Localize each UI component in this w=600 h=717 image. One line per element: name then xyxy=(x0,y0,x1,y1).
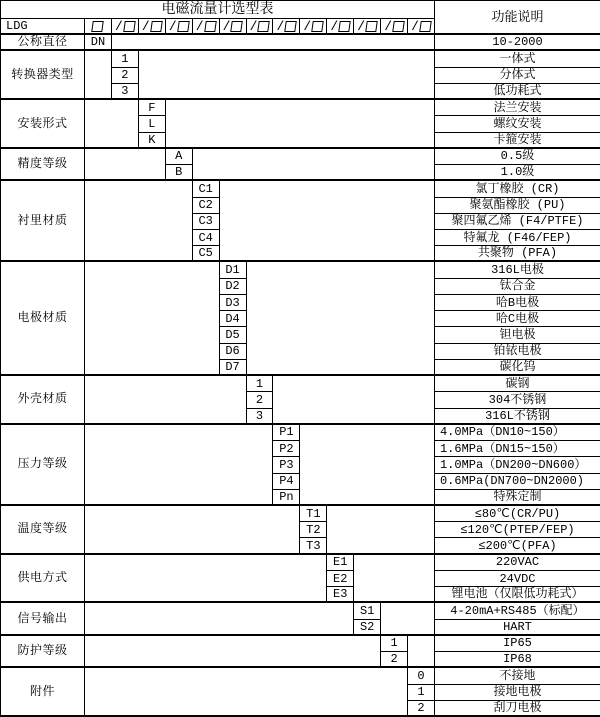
option-code-cell: D7 xyxy=(220,360,247,376)
option-description-cell: 特殊定制 xyxy=(435,490,600,506)
option-code-cell: D6 xyxy=(220,344,247,360)
option-code-cell: D5 xyxy=(220,327,247,343)
model-code-slot xyxy=(381,19,408,35)
option-code-cell: C1 xyxy=(193,181,220,197)
option-description-cell: 特氟龙 (F46/FEP) xyxy=(435,230,600,246)
empty-right-cell xyxy=(220,181,435,262)
empty-right-cell xyxy=(112,35,435,51)
slash-mark: / xyxy=(114,19,123,34)
checkbox-icon xyxy=(419,21,432,32)
option-code-cell: P1 xyxy=(273,425,300,441)
empty-left-cell xyxy=(85,555,327,604)
option-code-cell: T2 xyxy=(300,522,327,538)
checkbox-icon xyxy=(392,21,405,32)
option-code-cell: P3 xyxy=(273,457,300,473)
option-description-cell: 316L不锈钢 xyxy=(435,409,600,425)
empty-right-cell xyxy=(300,425,435,506)
option-code-cell: P4 xyxy=(273,474,300,490)
model-code-slot xyxy=(300,19,327,35)
model-prefix: LDG xyxy=(1,19,85,35)
option-description-cell: 共聚物 (PFA) xyxy=(435,246,600,262)
empty-right-cell xyxy=(327,506,435,555)
checkbox-icon xyxy=(92,21,105,32)
option-code-cell: D3 xyxy=(220,295,247,311)
checkbox-icon xyxy=(311,21,324,32)
option-code-cell: 2 xyxy=(247,392,274,408)
slash-mark: / xyxy=(195,19,204,34)
option-description-cell: 氯丁橡胶 (CR) xyxy=(435,181,600,197)
option-description-cell: 钛合金 xyxy=(435,279,600,295)
model-code-slot xyxy=(193,19,220,35)
option-code-cell: C4 xyxy=(193,230,220,246)
empty-left-cell xyxy=(85,668,408,717)
checkbox-icon xyxy=(150,21,163,32)
empty-left-cell xyxy=(85,51,112,100)
option-description-cell: 304不锈钢 xyxy=(435,392,600,408)
option-code-cell: DN xyxy=(85,35,112,51)
option-description-cell: 聚四氟乙烯 (F4/PTFE) xyxy=(435,214,600,230)
slash-mark: / xyxy=(303,19,312,34)
option-description-cell: 一体式 xyxy=(435,51,600,67)
option-code-cell: 1 xyxy=(112,51,139,67)
checkbox-icon xyxy=(177,21,190,32)
model-code-slot xyxy=(327,19,354,35)
section-name-4: 衬里材质 xyxy=(1,181,85,262)
option-description-cell: 钽电极 xyxy=(435,327,600,343)
option-code-cell: 1 xyxy=(381,636,408,652)
option-description-cell: 1.0MPa（DN200~DN600） xyxy=(435,457,600,473)
option-description-cell: 接地电极 xyxy=(435,685,600,701)
slash-mark: / xyxy=(384,19,392,34)
option-description-cell: ≤200℃(PFA) xyxy=(435,538,600,554)
option-description-cell: 铂铱电极 xyxy=(435,344,600,360)
empty-left-cell xyxy=(85,506,300,555)
model-code-slot xyxy=(85,19,112,35)
slash-mark: / xyxy=(411,19,419,34)
section-name-2: 安装形式 xyxy=(1,100,85,149)
empty-left-cell xyxy=(85,262,220,376)
slash-mark: / xyxy=(141,19,150,34)
option-description-cell: ≤120℃(PTEP/FEP) xyxy=(435,522,600,538)
empty-left-cell xyxy=(85,376,247,425)
option-code-cell: C2 xyxy=(193,198,220,214)
empty-left-cell xyxy=(85,425,273,506)
empty-right-cell xyxy=(381,603,435,635)
option-code-cell: Pn xyxy=(273,490,300,506)
empty-left-cell xyxy=(85,149,166,181)
empty-right-cell xyxy=(354,555,435,604)
option-description-cell: 316L电极 xyxy=(435,262,600,278)
option-description-cell: 碳钢 xyxy=(435,376,600,392)
option-description-cell: 24VDC xyxy=(435,571,600,587)
option-code-cell: T1 xyxy=(300,506,327,522)
option-code-cell: B xyxy=(166,165,193,181)
empty-right-cell xyxy=(166,100,435,149)
model-code-slot xyxy=(408,19,435,35)
option-code-cell: F xyxy=(139,100,166,116)
option-code-cell: 2 xyxy=(112,68,139,84)
model-code-slot xyxy=(247,19,274,35)
option-description-cell: 不接地 xyxy=(435,668,600,684)
slash-mark: / xyxy=(249,19,258,34)
section-name-1: 转换器类型 xyxy=(1,51,85,100)
option-description-cell: IP65 xyxy=(435,636,600,652)
section-name-12: 附件 xyxy=(1,668,85,717)
function-description-header: 功能说明 xyxy=(435,1,600,35)
empty-right-cell xyxy=(273,376,435,425)
model-code-slot xyxy=(139,19,166,35)
empty-right-cell xyxy=(247,262,435,376)
section-name-10: 信号输出 xyxy=(1,603,85,635)
empty-left-cell xyxy=(85,603,354,635)
option-code-cell: 0 xyxy=(408,668,435,684)
option-description-cell: IP68 xyxy=(435,652,600,668)
option-description-cell: ≤80℃(CR/PU) xyxy=(435,506,600,522)
option-code-cell: D2 xyxy=(220,279,247,295)
slash-mark: / xyxy=(276,19,285,34)
empty-right-cell xyxy=(193,149,435,181)
section-name-9: 供电方式 xyxy=(1,555,85,604)
section-name-11: 防护等级 xyxy=(1,636,85,668)
model-code-slot xyxy=(112,19,139,35)
option-description-cell: 220VAC xyxy=(435,555,600,571)
slash-mark: / xyxy=(168,19,177,34)
checkbox-icon xyxy=(285,21,298,32)
slash-mark: / xyxy=(330,19,339,34)
checkbox-icon xyxy=(365,21,378,32)
option-code-cell: 1 xyxy=(408,685,435,701)
option-description-cell: 哈B电极 xyxy=(435,295,600,311)
option-code-cell: 3 xyxy=(247,409,274,425)
model-code-slot xyxy=(166,19,193,35)
model-code-slot xyxy=(354,19,381,35)
option-description-cell: 螺纹安装 xyxy=(435,116,600,132)
option-description-cell: 碳化钨 xyxy=(435,360,600,376)
option-code-cell: S1 xyxy=(354,603,381,619)
option-code-cell: 1 xyxy=(247,376,274,392)
option-description-cell: 0.5级 xyxy=(435,149,600,165)
option-description-cell: 分体式 xyxy=(435,68,600,84)
option-code-cell: 2 xyxy=(408,701,435,717)
option-description-cell: HART xyxy=(435,620,600,636)
option-code-cell: L xyxy=(139,116,166,132)
checkbox-icon xyxy=(258,21,271,32)
checkbox-icon xyxy=(123,21,136,32)
checkbox-icon xyxy=(204,21,217,32)
option-description-cell: 法兰安装 xyxy=(435,100,600,116)
option-description-cell: 聚氨酯橡胶 (PU) xyxy=(435,198,600,214)
empty-right-cell xyxy=(408,636,435,668)
option-code-cell: 2 xyxy=(381,652,408,668)
empty-right-cell xyxy=(139,51,435,100)
empty-left-cell xyxy=(85,100,139,149)
option-description-cell: 4.0MPa（DN10~150） xyxy=(435,425,600,441)
option-code-cell: E1 xyxy=(327,555,354,571)
option-description-cell: 锂电池（仅限低功耗式） xyxy=(435,587,600,603)
option-description-cell: 4-20mA+RS485（标配） xyxy=(435,603,600,619)
checkbox-icon xyxy=(231,21,244,32)
slash-mark: / xyxy=(222,19,231,34)
section-name-5: 电极材质 xyxy=(1,262,85,376)
option-description-cell: 10-2000 xyxy=(435,35,600,51)
option-code-cell: K xyxy=(139,133,166,149)
empty-left-cell xyxy=(85,181,193,262)
option-code-cell: C5 xyxy=(193,246,220,262)
option-code-cell: E3 xyxy=(327,587,354,603)
checkbox-icon xyxy=(338,21,351,32)
model-code-slot xyxy=(220,19,247,35)
option-description-cell: 刮刀电极 xyxy=(435,701,600,717)
option-description-cell: 1.0级 xyxy=(435,165,600,181)
option-description-cell: 1.6MPa（DN15~150） xyxy=(435,441,600,457)
slash-mark: / xyxy=(357,19,366,34)
model-code-slot xyxy=(273,19,300,35)
option-code-cell: D1 xyxy=(220,262,247,278)
section-name-0: 公称直径 xyxy=(1,35,85,51)
option-code-cell: C3 xyxy=(193,214,220,230)
option-code-cell: 3 xyxy=(112,84,139,100)
option-code-cell: T3 xyxy=(300,538,327,554)
option-description-cell: 低功耗式 xyxy=(435,84,600,100)
section-name-3: 精度等级 xyxy=(1,149,85,181)
empty-left-cell xyxy=(85,636,381,668)
option-description-cell: 卡箍安装 xyxy=(435,133,600,149)
table-title: 电磁流量计选型表 xyxy=(1,1,435,19)
section-name-7: 压力等级 xyxy=(1,425,85,506)
option-description-cell: 哈C电极 xyxy=(435,311,600,327)
option-description-cell: 0.6MPa(DN700~DN2000) xyxy=(435,474,600,490)
option-code-cell: D4 xyxy=(220,311,247,327)
section-name-8: 温度等级 xyxy=(1,506,85,555)
option-code-cell: E2 xyxy=(327,571,354,587)
option-code-cell: A xyxy=(166,149,193,165)
option-code-cell: S2 xyxy=(354,620,381,636)
section-name-6: 外壳材质 xyxy=(1,376,85,425)
option-code-cell: P2 xyxy=(273,441,300,457)
